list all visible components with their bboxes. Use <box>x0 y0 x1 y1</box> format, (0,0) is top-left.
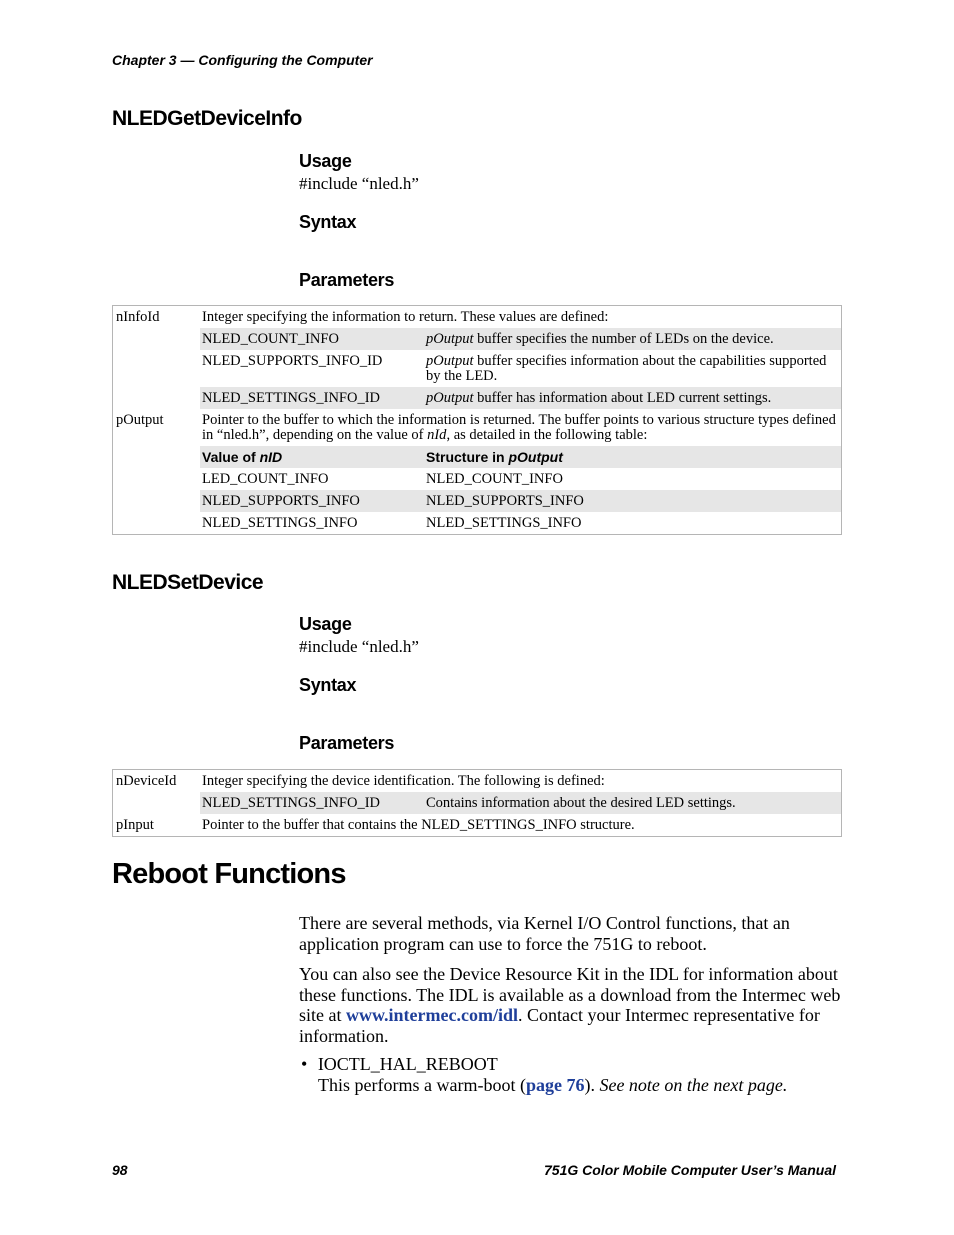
bullet-title: IOCTL_HAL_REBOOT <box>317 1054 498 1074</box>
table-row <box>113 814 842 837</box>
value-description: pOutput buffer specifies information about the capabilities supported by the LED. <box>426 353 827 384</box>
list-item <box>301 1054 498 1075</box>
syntax-heading: Syntax <box>299 675 357 695</box>
value-description: pOutput buffer specifies the number of LEDs on the device. <box>424 328 842 350</box>
link-page-76[interactable]: page 76 <box>525 1075 585 1095</box>
structure-cell: NLED_COUNT_INFO <box>426 471 563 487</box>
page-number: 98 <box>112 1162 128 1178</box>
param-name: nDeviceId <box>116 773 177 789</box>
column-header-structure: Structure in pOutput <box>424 446 842 468</box>
value-name: NLED_SUPPORTS_INFO_ID <box>202 353 383 369</box>
table-row <box>113 468 842 490</box>
section-title-nledgetdeviceinfo: NLEDGetDeviceInfo <box>112 107 302 130</box>
param-description: Pointer to the buffer to which the information is returned. The buffer points to various structure types defined in “nled.h”, depending on the value of nId, as detailed in the following table: <box>202 412 836 443</box>
value-description: pOutput buffer has information about LED current settings. <box>424 387 842 409</box>
table-row <box>113 306 842 329</box>
table-row <box>113 350 842 387</box>
value-name: NLED_COUNT_INFO <box>200 328 424 350</box>
param-description: Integer specifying the information to return. These values are defined: <box>202 309 609 325</box>
manual-title: 751G Color Mobile Computer User’s Manual <box>544 1162 836 1178</box>
table-row <box>113 490 842 512</box>
table-header-row <box>113 446 842 468</box>
bullet-marker: • <box>301 1054 308 1074</box>
paragraph-intro: There are several methods, via Kernel I/O Control functions, that an application program can use to force the 751G to reboot. <box>299 913 790 954</box>
table-row <box>113 387 842 409</box>
table-row <box>113 328 842 350</box>
param-description: Integer specifying the device identification. The following is defined: <box>202 773 605 789</box>
link-intermec-idl[interactable]: www.intermec.com/idl <box>346 1005 518 1025</box>
value-name: NLED_SETTINGS_INFO_ID <box>200 792 424 814</box>
section-title-nledsetdevice: NLEDSetDevice <box>112 571 264 594</box>
column-header-value: Value of nID <box>200 446 424 468</box>
parameters-heading: Parameters <box>299 733 395 753</box>
parameters-table-getdeviceinfo <box>112 305 842 535</box>
table-row <box>113 792 842 814</box>
structure-cell: NLED_SETTINGS_INFO <box>426 515 582 531</box>
param-name: nInfoId <box>116 309 160 325</box>
section-title-reboot-functions: Reboot Functions <box>112 858 346 890</box>
value-cell: NLED_SETTINGS_INFO <box>202 515 358 531</box>
syntax-heading: Syntax <box>299 212 357 232</box>
value-cell: NLED_SUPPORTS_INFO <box>200 490 424 512</box>
value-cell: LED_COUNT_INFO <box>202 471 329 487</box>
usage-heading: Usage <box>299 151 352 171</box>
param-name: pInput <box>116 817 154 833</box>
parameters-table-setdevice <box>112 769 842 837</box>
structure-cell: NLED_SUPPORTS_INFO <box>424 490 842 512</box>
table-row <box>113 770 842 793</box>
parameters-heading: Parameters <box>299 270 395 290</box>
paragraph-idl: You can also see the Device Resource Kit in the IDL for information about these functions. The IDL is available as a download from the Intermec web site at www.intermec.com/idl. Contact your Intermec representative for information. <box>299 964 841 1046</box>
usage-heading: Usage <box>299 614 352 634</box>
usage-code: #include “nled.h” <box>299 174 419 193</box>
param-description: Pointer to the buffer that contains the NLED_SETTINGS_INFO structure. <box>202 817 635 833</box>
table-row <box>113 409 842 446</box>
chapter-header: Chapter 3 — Configuring the Computer <box>112 52 373 68</box>
usage-code: #include “nled.h” <box>299 637 419 656</box>
param-name: pOutput <box>116 412 164 428</box>
value-name: NLED_SETTINGS_INFO_ID <box>200 387 424 409</box>
table-row <box>113 512 842 535</box>
value-description: Contains information about the desired LED settings. <box>424 792 842 814</box>
bullet-description: This performs a warm-boot (page 76). See note on the next page. <box>318 1075 788 1095</box>
